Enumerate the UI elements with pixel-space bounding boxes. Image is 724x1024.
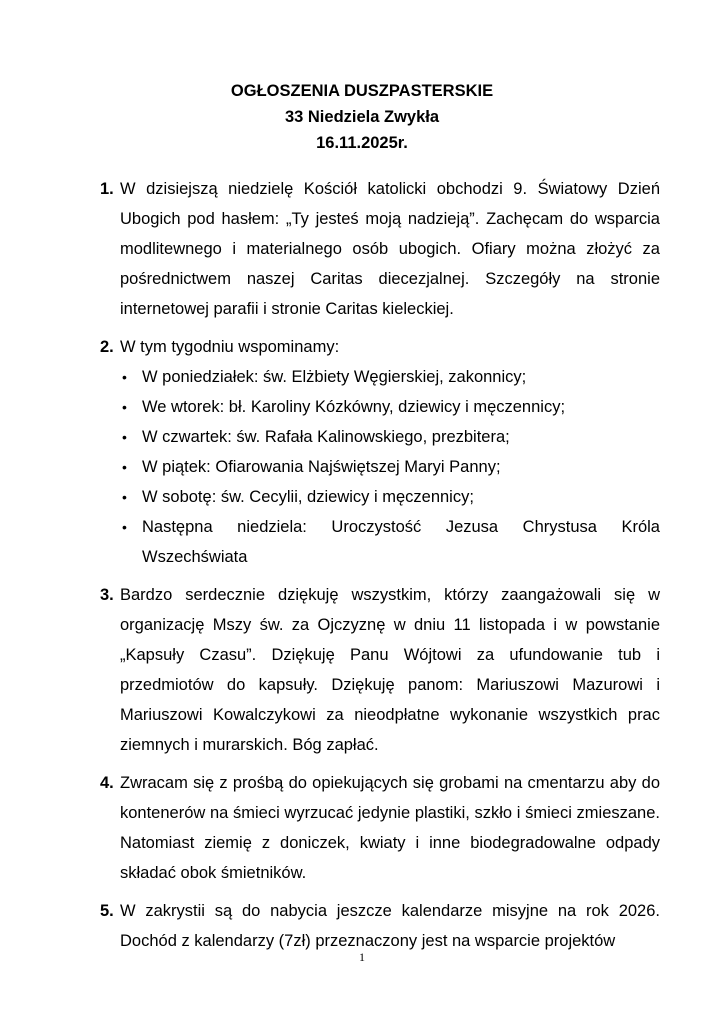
bullet-icon: • — [122, 459, 127, 475]
feast-item — [120, 482, 660, 512]
item-number: 1. — [100, 180, 114, 198]
bullet-icon: • — [122, 369, 127, 385]
bullet-icon: • — [122, 489, 127, 505]
feast-text: Następna niedziela: Uroczystość Jezusa Chrystusa Króla Wszechświata — [142, 518, 660, 566]
feast-text: We wtorek: bł. Karoliny Kózkówny, dziewicy i męczennicy; — [142, 398, 566, 416]
feast-item — [120, 362, 660, 392]
page-number: 1 — [359, 950, 365, 964]
item-text: Zwracam się z prośbą do opiekujących się grobami na cmentarzu aby do kontenerów na śmieci wyrzucać jedynie plastiki, szkło i śmieci zmieszane. Natomiast ziemię z doniczek, kwiaty i inne biodegradowalne odpady składać obok śmietników. — [120, 774, 660, 882]
bullet-icon: • — [122, 519, 127, 535]
feast-item — [120, 392, 660, 422]
bullet-icon: • — [122, 399, 127, 415]
announcement-item-4 — [100, 768, 660, 888]
document-title: OGŁOSZENIA DUSZPASTERSKIE — [230, 82, 494, 100]
feast-text: W poniedziałek: św. Elżbiety Węgierskiej, zakonnicy; — [142, 368, 527, 386]
item-text: Bardzo serdecznie dziękuję wszystkim, którzy zaangażowali się w organizację Mszy św. za Ojczyznę w dniu 11 listopada i w powstanie „Kapsuły Czasu”. Dziękuję Panu Wójtowi za ufundowanie tub i przedmiotów do kapsuły. Dziękuję panom: Mariuszowi Mazurowi i Mariuszowi Kowalczykowi za nieodpłatne wykonanie wszystkich prac ziemnych i murarskich. Bóg zapłać. — [120, 586, 660, 754]
feast-item — [120, 452, 660, 482]
announcement-header — [0, 78, 724, 156]
document-subtitle: 33 Niedziela Zwykła — [284, 108, 440, 126]
feast-item — [120, 422, 660, 452]
bullet-icon: • — [122, 429, 127, 445]
item-number: 5. — [100, 902, 114, 920]
document-date: 16.11.2025r. — [316, 134, 408, 152]
item-number: 4. — [100, 774, 114, 792]
item-text: W dzisiejszą niedzielę Kościół katolicki obchodzi 9. Światowy Dzień Ubogich pod hasłem: „Ty jesteś moją nadzieją”. Zachęcam do wsparcia modlitewnego i materialnego osób ubogich. Ofiary można złożyć za pośrednictwem naszej Caritas diecezjalnej. Szczegóły na stronie internetowej parafii i stronie Caritas kieleckiej. — [120, 180, 660, 318]
feast-list — [120, 362, 660, 572]
feast-item — [120, 512, 660, 572]
item-text: W zakrystii są do nabycia jeszcze kalendarze misyjne na rok 2026. Dochód z kalendarzy (7zł) przeznaczony jest na wsparcie projektów — [120, 902, 660, 950]
announcement-item-5 — [100, 896, 660, 956]
announcement-item-1 — [100, 174, 660, 324]
announcement-list — [100, 174, 660, 956]
feast-text: W czwartek: św. Rafała Kalinowskiego, prezbitera; — [142, 428, 510, 446]
item-number: 2. — [100, 338, 114, 356]
announcement-content — [100, 174, 660, 964]
feast-text: W sobotę: św. Cecylii, dziewicy i męczennicy; — [142, 488, 474, 506]
announcement-item-3 — [100, 580, 660, 760]
feast-text: W piątek: Ofiarowania Najświętszej Maryi Panny; — [142, 458, 501, 476]
announcement-item-2 — [100, 332, 660, 572]
item-text: W tym tygodniu wspominamy: — [120, 338, 340, 356]
item-number: 3. — [100, 586, 114, 604]
